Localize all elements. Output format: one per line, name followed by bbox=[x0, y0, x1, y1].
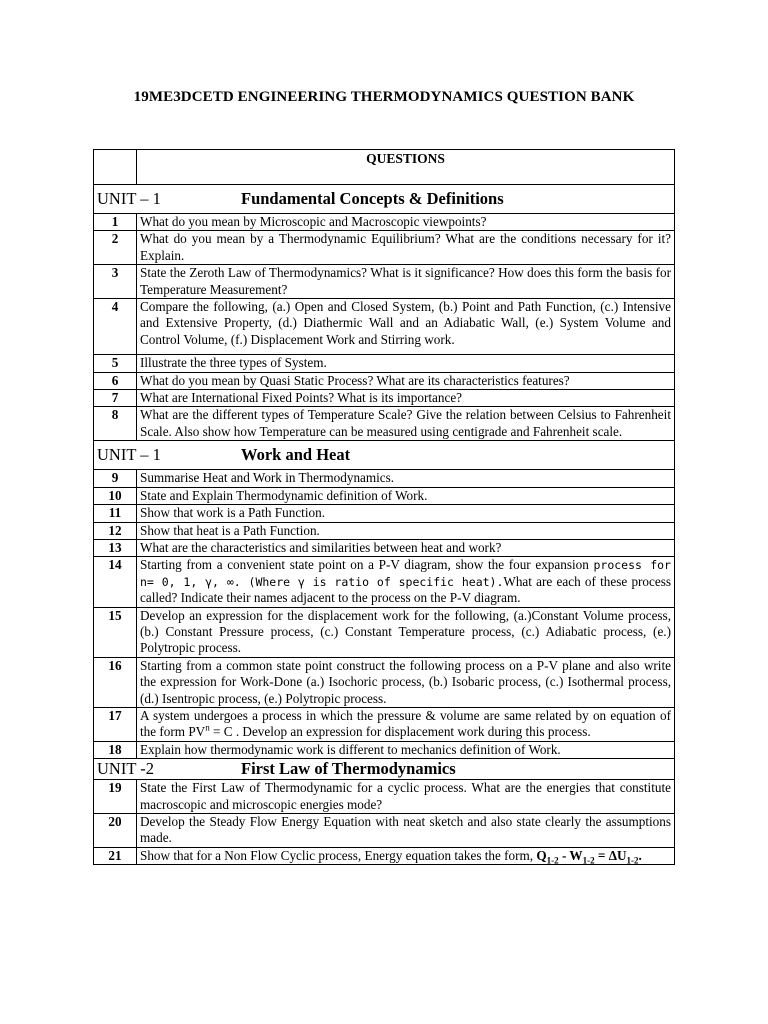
question-number: 17 bbox=[94, 707, 137, 741]
question-row bbox=[94, 847, 675, 864]
question-row bbox=[94, 372, 675, 389]
number-column-header bbox=[94, 150, 137, 185]
unit-name: Work and Heat bbox=[241, 445, 351, 465]
question-text: State the Zeroth Law of Thermodynamics? What is it significance? How does this form the basis for Temperature Measurement? bbox=[137, 265, 675, 299]
question-text: Starting from a common state point construct the following process on a P-V plane and also write the expression for Work-Done (a.) Isochoric process, (b.) Isobaric process, (c.) Isothermal process, (d.) Isentropic process, (e.) Polytropic process. bbox=[137, 657, 675, 707]
unit-header-row bbox=[94, 759, 675, 780]
question-text: Develop an expression for the displacement work for the following, (a.)Constant Volume process, (b.) Constant Pressure process, (c.) Constant Temperature process, (c.) Adiabatic process, (e.) Polytropic process. bbox=[137, 607, 675, 657]
question-number: 6 bbox=[94, 372, 137, 389]
question-number: 7 bbox=[94, 390, 137, 407]
question-number: 4 bbox=[94, 299, 137, 355]
unit-label: UNIT – 1 bbox=[97, 189, 161, 208]
formula-subscript: 1-2 bbox=[626, 855, 639, 866]
question-text: Show that heat is a Path Function. bbox=[137, 522, 675, 539]
question-table bbox=[93, 149, 675, 865]
unit-label: UNIT -2 bbox=[97, 759, 154, 779]
question-text-part: = C . Develop an expression for displacement work during this process. bbox=[209, 724, 591, 740]
question-number: 1 bbox=[94, 214, 137, 231]
question-text: What do you mean by Microscopic and Macroscopic viewpoints? bbox=[137, 214, 675, 231]
question-text-part: Starting from a convenient state point on a P-V diagram, show the four expansion bbox=[140, 557, 589, 573]
question-row bbox=[94, 741, 675, 758]
question-row bbox=[94, 470, 675, 487]
question-row bbox=[94, 487, 675, 504]
unit-label: UNIT – 1 bbox=[97, 445, 161, 465]
question-text: Develop the Steady Flow Energy Equation with neat sketch and also state clearly the assumptions made. bbox=[137, 814, 675, 848]
question-text: What are International Fixed Points? What is its importance? bbox=[137, 390, 675, 407]
questions-column-header: QUESTIONS bbox=[137, 150, 675, 185]
question-text-part: process for n= 0, 1, γ, ∞. (Where γ is ratio of specific heat). bbox=[140, 558, 671, 589]
question-number: 8 bbox=[94, 407, 137, 441]
energy-equation-formula bbox=[536, 847, 642, 866]
question-text bbox=[137, 847, 675, 864]
unit-name: First Law of Thermodynamics bbox=[241, 759, 456, 779]
question-number: 13 bbox=[94, 539, 137, 556]
question-number: 19 bbox=[94, 780, 137, 814]
formula-part: Q bbox=[536, 847, 547, 863]
document-title: 19ME3DCETD ENGINEERING THERMODYNAMICS QUESTION BANK bbox=[133, 89, 635, 105]
question-text: What do you mean by Quasi Static Process? What are its characteristics features? bbox=[137, 372, 675, 389]
question-text-part: What are each of these process called? Indicate their names adjacent to the process on the P-V diagram. bbox=[140, 573, 671, 606]
question-text: Explain how thermodynamic work is different to mechanics definition of Work. bbox=[137, 741, 675, 758]
question-text: What are the different types of Temperature Scale? Give the relation between Celsius to Fahrenheit Scale. Also show how Temperature can be measured using centigrade and Fahrenheit scale. bbox=[137, 407, 675, 441]
formula-subscript: 1-2 bbox=[546, 855, 559, 866]
question-row bbox=[94, 231, 675, 265]
question-text: What do you mean by a Thermodynamic Equilibrium? What are the conditions necessary for it? Explain. bbox=[137, 231, 675, 265]
question-text: State the First Law of Thermodynamic for a cyclic process. What are the energies that constitute macroscopic and microscopic energies mode? bbox=[137, 780, 675, 814]
question-number: 14 bbox=[94, 557, 137, 607]
unit-header-row bbox=[94, 441, 675, 470]
question-text-part: Show that for a Non Flow Cyclic process, Energy equation takes the form, bbox=[140, 847, 534, 863]
question-number: 18 bbox=[94, 741, 137, 758]
unit-header-row bbox=[94, 185, 675, 214]
question-number: 2 bbox=[94, 231, 137, 265]
question-text: Show that work is a Path Function. bbox=[137, 505, 675, 522]
table-header-row bbox=[94, 150, 675, 185]
question-text bbox=[137, 707, 675, 741]
question-number: 9 bbox=[94, 470, 137, 487]
question-row bbox=[94, 214, 675, 231]
question-text-part: A system undergoes a process in which the pressure & volume are same related by on equation of the form PV bbox=[140, 707, 671, 740]
question-number: 10 bbox=[94, 487, 137, 504]
question-text: Summarise Heat and Work in Thermodynamics. bbox=[137, 470, 675, 487]
question-row bbox=[94, 707, 675, 741]
formula-part: - W bbox=[558, 847, 583, 863]
question-row bbox=[94, 814, 675, 848]
question-row bbox=[94, 657, 675, 707]
question-number: 15 bbox=[94, 607, 137, 657]
question-row bbox=[94, 539, 675, 556]
question-text: Compare the following, (a.) Open and Closed System, (b.) Point and Path Function, (c.) Intensive and Extensive Property, (d.) Diathermic Wall and an Adiabatic Wall, (e.) System Volume and Control Volume, (f.) Displacement Work and Stirring work. bbox=[137, 299, 675, 355]
question-text: Illustrate the three types of System. bbox=[137, 355, 675, 372]
question-number: 20 bbox=[94, 814, 137, 848]
question-row bbox=[94, 355, 675, 372]
question-row bbox=[94, 607, 675, 657]
question-text bbox=[137, 557, 675, 607]
question-number: 12 bbox=[94, 522, 137, 539]
question-row bbox=[94, 265, 675, 299]
formula-part: . bbox=[638, 847, 642, 863]
question-number: 3 bbox=[94, 265, 137, 299]
question-row bbox=[94, 522, 675, 539]
unit-name: Fundamental Concepts & Definitions bbox=[241, 189, 504, 208]
question-number: 5 bbox=[94, 355, 137, 372]
question-row bbox=[94, 505, 675, 522]
question-row bbox=[94, 390, 675, 407]
question-row bbox=[94, 407, 675, 441]
question-text: What are the characteristics and similarities between heat and work? bbox=[137, 539, 675, 556]
question-number: 11 bbox=[94, 505, 137, 522]
question-row bbox=[94, 557, 675, 607]
question-number: 21 bbox=[94, 847, 137, 864]
formula-part: = ΔU bbox=[594, 847, 627, 863]
exponent: n bbox=[205, 722, 210, 733]
formula-subscript: 1-2 bbox=[582, 855, 595, 866]
question-number: 16 bbox=[94, 657, 137, 707]
question-row bbox=[94, 299, 675, 355]
question-row bbox=[94, 780, 675, 814]
question-text: State and Explain Thermodynamic definition of Work. bbox=[137, 487, 675, 504]
